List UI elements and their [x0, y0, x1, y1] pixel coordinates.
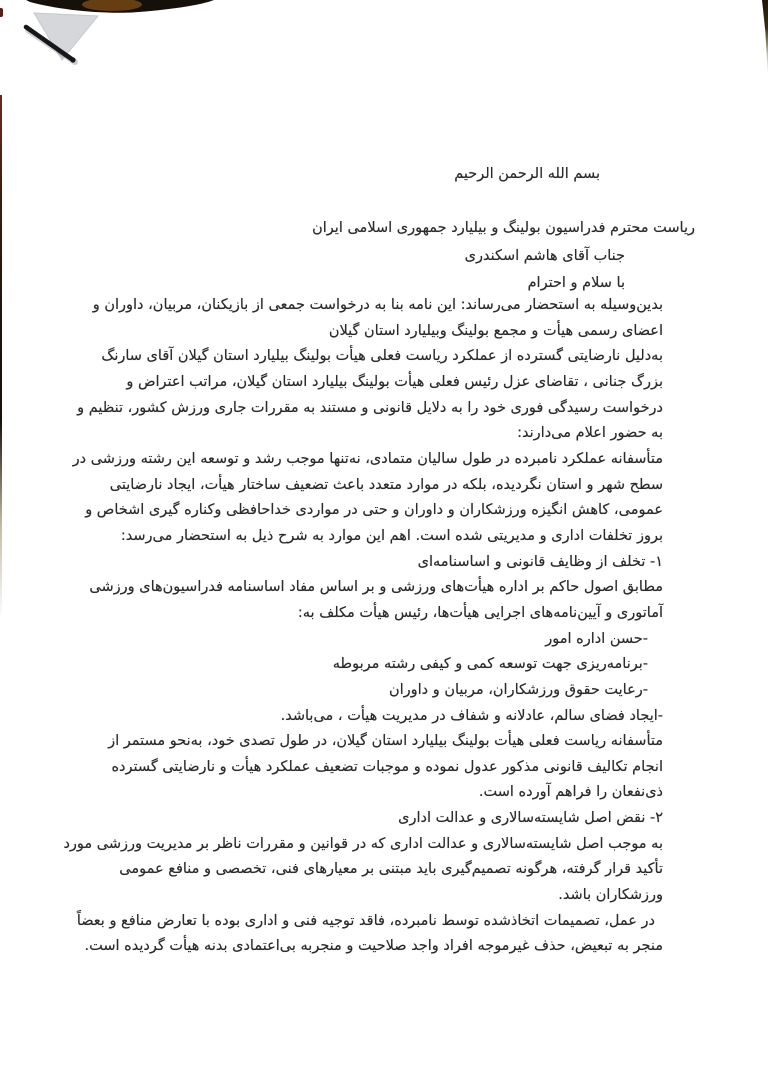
scan-edge-left [0, 95, 2, 620]
letter-line: به موجب اصل شایسته‌سالاری و عدالت اداری که در قوانین و مقررات ناظر بر مدیریت ورزشی مورد [63, 835, 663, 852]
letter-line: سطح شهر و استان نگردیده، بلکه در موارد متعدد باعث تضعیف ساختار هیأت، ایجاد نارضایتی [109, 476, 663, 493]
letter-line: آماتوری و آیین‌نامه‌های اجرایی هیأت‌ها، رئیس هیأت مکلف به: [297, 604, 663, 621]
letter-body [63, 293, 663, 960]
pen-mark-shadow [28, 30, 75, 62]
letter-line: متأسفانه ریاست فعلی هیأت بولینگ بیلیارد استان گیلان، در طول تصدی خود، به‌نحو مستمر از [108, 733, 663, 750]
letter-line: منجر به تبعیض، حذف غیرموجه افراد واجد صلاحیت و منجربه بی‌اعتمادی بدنه هیأت گردیده است. [84, 938, 663, 955]
letter-dash-item: -حسن اداره امور [545, 630, 648, 647]
letter-line: بروز تخلفات اداری و مدیریتی شده است. اهم این موارد به شرح ذیل به استحضار می‌رسد: [120, 527, 663, 544]
letter-line: ورزشکاران باشد. [558, 887, 663, 904]
letter-line: به‌دلیل نارضایتی گسترده از عملکرد ریاست فعلی هیأت بولینگ بیلیارد استان گیلان آقای سارنگ [101, 348, 663, 365]
salutation-line: با سلام و احترام [527, 275, 625, 291]
page-corner-fold [34, 13, 98, 60]
letter-line: درخواست رسیدگی فوری خود را به دلایل قانونی و مستند به مقررات جاری ورزش کشور، تنظیم و [77, 399, 663, 416]
letter-line: متأسفانه عملکرد نامبرده در طول سالیان متمادی، نه‌تنها موجب رشد و توسعه این رشته ورزشی در [72, 450, 663, 467]
letter-line: به حضور اعلام می‌دارند: [517, 425, 663, 442]
letter-line: بدین‌وسیله به استحضار می‌رساند: این نامه بنا به درخواست جمعی از بازیکنان، مربیان، داوران و [92, 297, 663, 313]
pen-mark-tip [70, 57, 75, 62]
scan-stain [82, 0, 142, 11]
letter-line: ذی‌نفعان را فراهم آورده است. [478, 784, 663, 801]
recipient-name-line: جناب آقای هاشم اسکندری [464, 248, 625, 264]
bismillah-line: بسم الله الرحمن الرحیم [454, 166, 600, 182]
letter-line: اعضای رسمی هیأت و مجمع بولینگ وبیلیارد استان گیلان [328, 322, 663, 339]
scan-speck [0, 8, 3, 17]
scan-dark-edge-top [26, 0, 214, 13]
letter-line: در عمل، تصمیمات اتخاذشده توسط نامبرده، فاقد توجیه فنی و اداری بوده با تعارض منافع و بعضاً [76, 912, 655, 929]
letter-dash-item: -ایجاد فضای سالم، عادلانه و شفاف در مدیریت هیأت ، می‌باشد. [280, 707, 663, 724]
letter-numbered-item: ٢- نقض اصل شایسته‌سالاری و عدالت اداری [398, 810, 663, 827]
pen-mark [26, 27, 73, 60]
letter-line: انجام تکالیف قانونی مذکور عدول نموده و موجبات تضعیف عملکرد هیأت و نارضایتی گسترده [111, 758, 663, 775]
letter-line: تأکید قرار گرفته، هرگونه تصمیم‌گیری باید مبتنی بر معیارهای فنی، تخصصی و منافع عمومی [119, 861, 663, 878]
scan-artifacts-top [0, 0, 768, 80]
letter-numbered-item: ١- تخلف از وظایف قانونی و اساسنامه‌ای [417, 553, 663, 570]
scan-edge-right [762, 0, 768, 78]
letter-line: بزرگ جنانی ، تقاضای عزل رئیس فعلی هیأت بولینگ بیلیارد استان گیلان، مراتب اعتراض و [126, 373, 663, 390]
letter-dash-item: -برنامه‌ریزی جهت توسعه کمی و کیفی رشته مربوطه [332, 656, 648, 673]
letter-dash-item: -رعایت حقوق ورزشکاران، مربیان و داوران [388, 681, 648, 698]
recipient-title-line: ریاست محترم فدراسیون بولینگ و بیلیارد جمهوری اسلامی ایران [312, 220, 695, 236]
letter-line: عمومی، کاهش انگیزه ورزشکاران و داوران و حتی در مواردی خداحافظی وکناره گیری اشخاص و [85, 502, 663, 519]
letter-line: مطابق اصول حاکم بر اداره هیأت‌های ورزشی و بر اساس مفاد اساسنامه فدراسیون‌های ورزشی [89, 579, 663, 596]
